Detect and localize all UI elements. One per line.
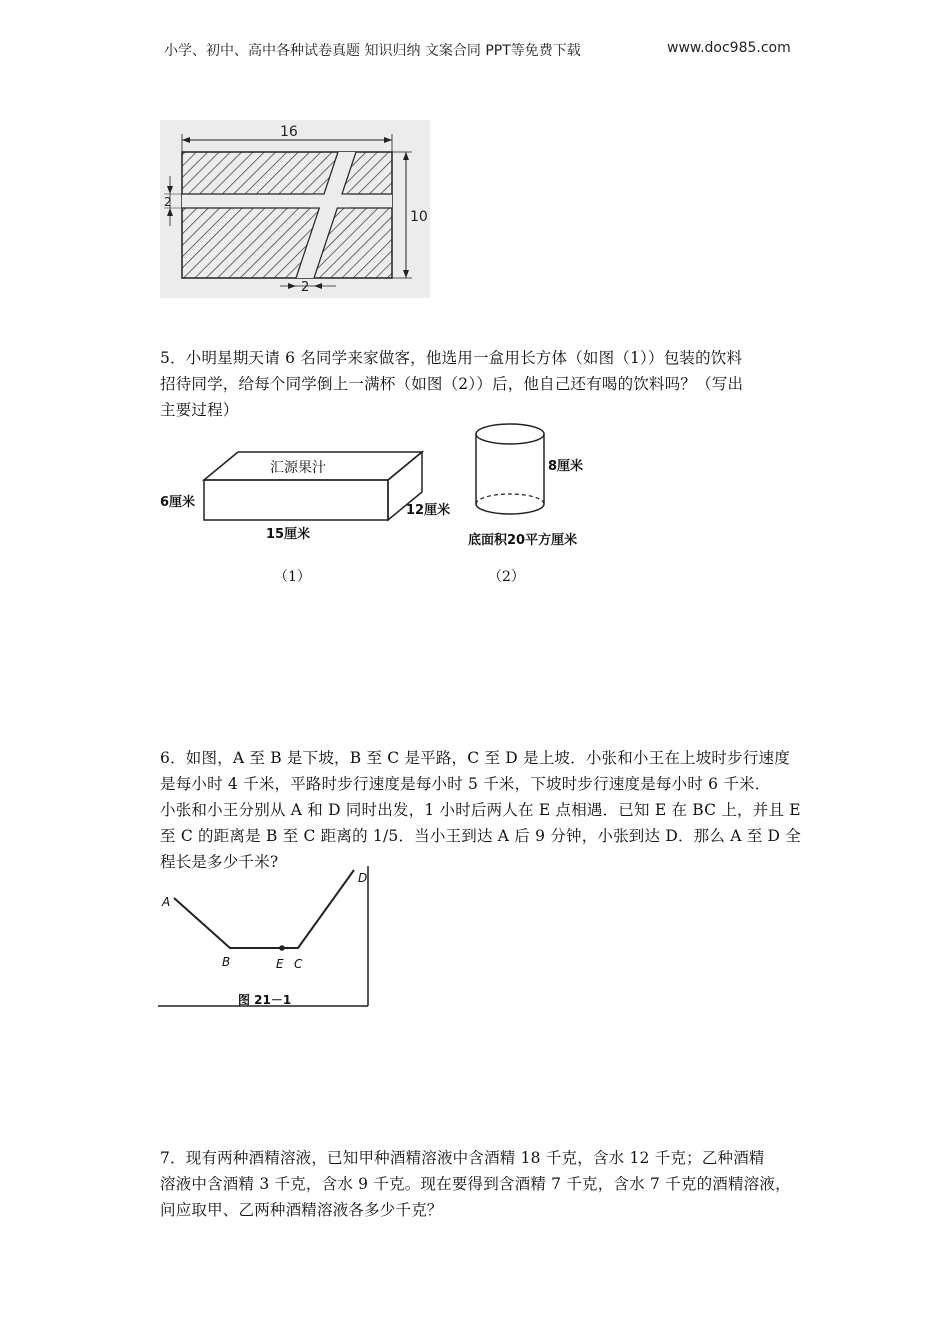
q7-line: 问应取甲、乙两种酒精溶液各多少千克？ (160, 1201, 443, 1219)
box-length-label: 15厘米 (266, 527, 311, 542)
question-7 (160, 1145, 792, 1223)
figure-caption: 图 21－1 (238, 993, 292, 1007)
road-field-figure (160, 120, 430, 298)
header-text: 小学、初中、高中各种试卷真题 知识归纳 文案合同 PPT等免费下载 (164, 43, 581, 59)
cup-figure (462, 418, 602, 554)
height-label: 10 (410, 209, 428, 225)
path-line (174, 870, 354, 948)
q6-line: 至 C 的距离是 B 至 C 距离的 1/5．当小王到达 A 后 9 分钟，小张到达 D．那么 A 至 D 全 (160, 827, 801, 845)
q6-line: 6．如图，A 至 B 是下坡，B 至 C 是平路，C 至 D 是上坡．小张和小王在上坡时步行速度 (160, 749, 790, 767)
q5-line: 5．小明星期天请 6 名同学来家做客，他选用一盒用长方体（如图（1））包装的饮料 (160, 349, 743, 367)
q7-line: 溶液中含酒精 3 千克，含水 9 千克。现在要得到含酒精 7 千克，含水 7 千克的酒精溶液， (160, 1175, 791, 1193)
point-c-label: C (294, 957, 303, 971)
box-brand: 汇源果汁 (270, 460, 326, 476)
road-label-left: 2 (164, 195, 172, 209)
point-d-label: D (358, 871, 368, 885)
q7-line: 7．现有两种酒精溶液，已知甲种酒精溶液中含酒精 18 千克，含水 12 千克；乙种酒精 (160, 1149, 765, 1167)
cup-height-label: 8厘米 (548, 459, 584, 474)
point-b-label: B (222, 955, 231, 969)
box-caption: （1） (274, 569, 311, 585)
q6-line: 程长是多少千米? (160, 853, 279, 871)
width-label: 16 (280, 124, 298, 140)
point-e-dot (279, 945, 285, 951)
question-6 (160, 745, 801, 875)
juice-box-figure (158, 440, 458, 550)
horizontal-road (182, 194, 392, 208)
road-label-bottom: 2 (301, 280, 310, 295)
q5-line: 主要过程） (160, 401, 239, 419)
header-site: www.doc985.com (667, 40, 791, 56)
point-a-label: A (162, 895, 171, 909)
path-figure (158, 866, 370, 1010)
cup-caption: （2） (488, 569, 525, 585)
q5-line: 招待同学，给每个同学倒上一满杯（如图（2））后，他自己还有喝的饮料吗？（写出 (160, 375, 744, 393)
box-width-label: 12厘米 (406, 503, 451, 518)
question-5 (160, 345, 792, 423)
field-rect (182, 152, 392, 278)
q6-line: 小张和小王分别从 A 和 D 同时出发，1 小时后两人在 E 点相遇．已知 E 在 BC 上，并且 E (160, 801, 801, 819)
point-e-label: E (276, 957, 284, 971)
box-height-label: 6厘米 (160, 495, 196, 510)
q6-line: 是每小时 4 千米，平路时步行速度是每小时 5 千米，下坡时步行速度是每小时 6 千米． (160, 775, 771, 793)
page-header (164, 40, 794, 60)
cup-base-label: 底面积20平方厘米 (468, 533, 578, 548)
